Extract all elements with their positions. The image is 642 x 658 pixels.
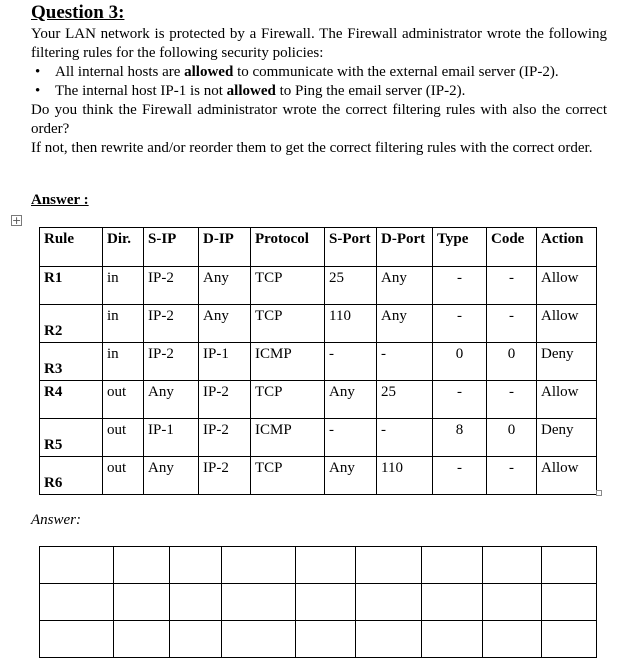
answer-cell[interactable] <box>422 584 483 621</box>
answer-cell[interactable] <box>170 547 222 584</box>
sport-cell: - <box>325 419 377 457</box>
header-dport: D-Port <box>377 228 433 267</box>
action-cell: Allow <box>537 457 597 495</box>
sip-cell: Any <box>144 457 199 495</box>
answer-cell[interactable] <box>222 584 296 621</box>
answer-cell[interactable] <box>356 547 422 584</box>
protocol-cell: TCP <box>251 305 325 343</box>
dir-cell: in <box>103 343 144 381</box>
code-cell: - <box>487 457 537 495</box>
dip-cell: IP-1 <box>199 343 251 381</box>
answer-cell[interactable] <box>170 584 222 621</box>
policy-text-before: The internal host IP-1 is not <box>55 83 227 99</box>
dip-cell: Any <box>199 267 251 305</box>
table-row <box>40 457 597 495</box>
header-sip: S-IP <box>144 228 199 267</box>
answer-cell[interactable] <box>542 547 597 584</box>
dport-cell: Any <box>377 267 433 305</box>
dip-cell: Any <box>199 305 251 343</box>
policy-list <box>31 63 611 101</box>
rule-cell: R1 <box>40 267 103 305</box>
header-protocol: Protocol <box>251 228 325 267</box>
header-rule: Rule <box>40 228 103 267</box>
dip-cell: IP-2 <box>199 381 251 419</box>
answer-table-row <box>40 621 597 658</box>
dport-cell: 110 <box>377 457 433 495</box>
sport-cell: 25 <box>325 267 377 305</box>
answer-cell[interactable] <box>483 547 542 584</box>
dir-cell: in <box>103 267 144 305</box>
question-intro: Your LAN network is protected by a Firewall. The Firewall administrator wrote the following filtering rules for the following security policies: <box>31 26 607 61</box>
filtering-rules-table <box>39 227 597 495</box>
dport-cell: Any <box>377 305 433 343</box>
answer-cell[interactable] <box>542 621 597 658</box>
question-prompt: Do you think the Firewall administrator wrote the correct filtering rules with also the correct order? <box>31 102 607 137</box>
answer-cell[interactable] <box>422 547 483 584</box>
answer-cell[interactable] <box>114 547 170 584</box>
header-code: Code <box>487 228 537 267</box>
rule-cell: R6 <box>40 457 103 495</box>
header-dir: Dir. <box>103 228 144 267</box>
question-followup: If not, then rewrite and/or reorder them to get the correct filtering rules with the correct order. <box>31 140 593 156</box>
answer-cell[interactable] <box>483 621 542 658</box>
protocol-cell: ICMP <box>251 343 325 381</box>
action-cell: Allow <box>537 267 597 305</box>
answer-cell[interactable] <box>296 584 356 621</box>
dport-cell: - <box>377 343 433 381</box>
header-sport: S-Port <box>325 228 377 267</box>
sport-cell: Any <box>325 381 377 419</box>
type-cell: - <box>433 305 487 343</box>
answer-table <box>39 546 597 658</box>
answer-cell[interactable] <box>483 584 542 621</box>
type-cell: 8 <box>433 419 487 457</box>
question-title: Question 3: <box>31 2 125 23</box>
answer-cell[interactable] <box>40 584 114 621</box>
action-cell: Allow <box>537 305 597 343</box>
protocol-cell: TCP <box>251 457 325 495</box>
bullet-icon: • <box>35 64 41 80</box>
rule-cell: R3 <box>40 343 103 381</box>
sip-cell: Any <box>144 381 199 419</box>
answer-cell[interactable] <box>114 584 170 621</box>
sport-cell: 110 <box>325 305 377 343</box>
bullet-icon: • <box>35 83 41 99</box>
sip-cell: IP-2 <box>144 305 199 343</box>
answer-label: Answer: <box>31 512 81 528</box>
answer-cell[interactable] <box>40 621 114 658</box>
code-cell: 0 <box>487 419 537 457</box>
action-cell: Deny <box>537 343 597 381</box>
protocol-cell: TCP <box>251 267 325 305</box>
header-dip: D-IP <box>199 228 251 267</box>
code-cell: - <box>487 381 537 419</box>
sip-cell: IP-1 <box>144 419 199 457</box>
type-cell: - <box>433 267 487 305</box>
answer-cell[interactable] <box>222 547 296 584</box>
policy-text-after: to communicate with the external email server (IP-2). <box>233 64 559 80</box>
table-row <box>40 305 597 343</box>
code-cell: - <box>487 267 537 305</box>
answer-heading: Answer : <box>31 192 89 208</box>
type-cell: - <box>433 457 487 495</box>
table-header-row <box>40 228 597 267</box>
answer-cell[interactable] <box>40 547 114 584</box>
policy-item <box>31 63 611 82</box>
rule-cell: R4 <box>40 381 103 419</box>
dir-cell: out <box>103 381 144 419</box>
dport-cell: 25 <box>377 381 433 419</box>
sip-cell: IP-2 <box>144 267 199 305</box>
answer-table-row <box>40 547 597 584</box>
rule-cell: R2 <box>40 305 103 343</box>
answer-cell[interactable] <box>356 584 422 621</box>
type-cell: - <box>433 381 487 419</box>
sport-cell: - <box>325 343 377 381</box>
dip-cell: IP-2 <box>199 419 251 457</box>
table-resize-handle-icon[interactable] <box>596 490 602 496</box>
dip-cell: IP-2 <box>199 457 251 495</box>
answer-cell[interactable] <box>296 621 356 658</box>
answer-cell[interactable] <box>356 621 422 658</box>
table-row <box>40 419 597 457</box>
dir-cell: out <box>103 419 144 457</box>
code-cell: 0 <box>487 343 537 381</box>
answer-cell[interactable] <box>296 547 356 584</box>
answer-table-row <box>40 584 597 621</box>
header-type: Type <box>433 228 487 267</box>
answer-cell[interactable] <box>222 621 296 658</box>
code-cell: - <box>487 305 537 343</box>
policy-text-bold: allowed <box>184 64 234 80</box>
policy-text-bold: allowed <box>226 83 276 99</box>
action-cell: Allow <box>537 381 597 419</box>
protocol-cell: TCP <box>251 381 325 419</box>
table-row <box>40 381 597 419</box>
sip-cell: IP-2 <box>144 343 199 381</box>
answer-cell[interactable] <box>170 621 222 658</box>
action-cell: Deny <box>537 419 597 457</box>
protocol-cell: ICMP <box>251 419 325 457</box>
answer-cell[interactable] <box>422 621 483 658</box>
dir-cell: out <box>103 457 144 495</box>
table-row <box>40 267 597 305</box>
policy-item <box>31 82 611 101</box>
dir-cell: in <box>103 305 144 343</box>
header-action: Action <box>537 228 597 267</box>
type-cell: 0 <box>433 343 487 381</box>
answer-cell[interactable] <box>542 584 597 621</box>
policy-text-before: All internal hosts are <box>55 64 185 80</box>
table-row <box>40 343 597 381</box>
answer-cell[interactable] <box>114 621 170 658</box>
rule-cell: R5 <box>40 419 103 457</box>
table-move-handle-icon[interactable]: + <box>12 214 22 227</box>
policy-text-after: to Ping the email server (IP-2). <box>275 83 466 99</box>
dport-cell: - <box>377 419 433 457</box>
sport-cell: Any <box>325 457 377 495</box>
